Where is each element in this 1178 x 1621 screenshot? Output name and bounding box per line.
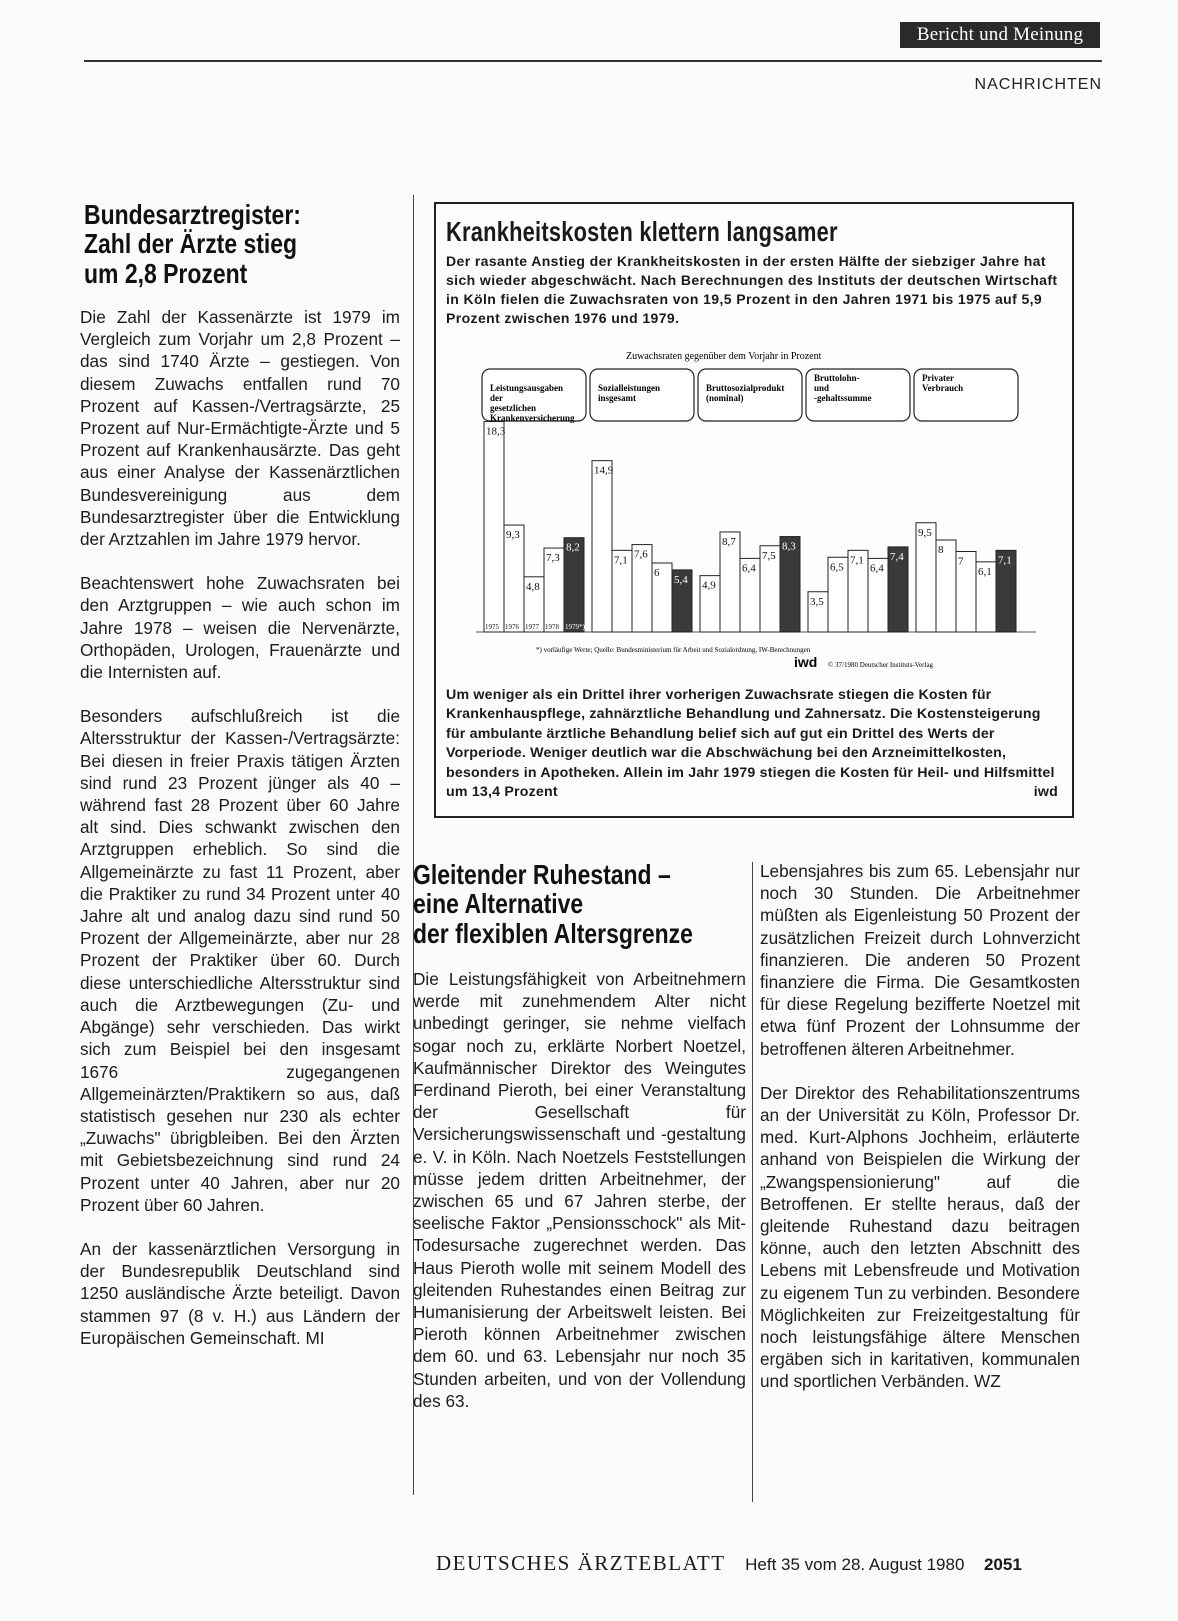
chart-footnote: *) vorläufige Werte; Quelle: Bundesministerium für Arbeit und Sozialordnung, IW-Berechnungen	[536, 646, 811, 654]
chart-year-label: 1975	[485, 623, 499, 631]
chart-legend-label: und	[814, 383, 830, 393]
paragraph: Die Leistungsfähigkeit von Arbeitnehmern werde mit zunehmendem Alter nicht unbedingt geringer, sie nehme vielfach sogar noch zu, erklärte Norbert Noetzel, Kaufmännischer Direktor des Weingutes Ferdinand Pieroth, bei einer Veranstaltung der Gesellschaft für Versicherungswissenschaft und -gestaltung e. V. in Köln. Nach Noetzels Feststellungen müsse jedem dritten Arbeitnehmer, der zwischen 65 und 67 Jahren sterbe, der seelische Faktor „Pensionsschock" als Mit-Todesursache zugerechnet werden. Das Haus Pieroth wolle mit seinem Modell des gleitenden Ruhestandes einen Beitrag zur Humanisierung der Arbeitswelt leisten. Bei Pieroth können Arbeitnehmer zwischen dem 60. und 63. Lebensjahr nur noch 35 Stunden arbeiten, und von der Vollendung des 63.	[413, 969, 746, 1411]
chart-value-label: 6	[654, 567, 660, 579]
article2-body-right	[760, 860, 1080, 1415]
chart-year-label: 1977	[525, 623, 539, 631]
chart-value-label: 6,5	[830, 561, 844, 574]
paragraph: Beachtenswert hohe Zuwachsraten bei den Arztgruppen – wie auch schon im Jahre 1978 – weisen die Nervenärzte, Orthopäden, Urologen, Frauenärzte und die Internisten auf.	[80, 573, 400, 683]
header-rule	[84, 60, 1102, 62]
chart-value-label: 7,6	[634, 548, 648, 561]
chart-year-label: 1978	[545, 623, 559, 631]
chart-legend-label: Privater	[922, 373, 954, 383]
chart-legend-label: Verbrauch	[922, 383, 964, 393]
chart-copyright: © 37/1980 Deutscher Instituts-Verlag	[828, 661, 934, 669]
journal-name: DEUTSCHES ÄRZTEBLATT	[436, 1551, 726, 1575]
chart-value-label: 6,1	[978, 565, 992, 578]
infobox	[434, 202, 1074, 818]
chart-legend-label: Bruttosozialprodukt	[706, 383, 785, 393]
article1-title	[84, 200, 404, 288]
chart-bar	[504, 525, 524, 632]
chart-value-label: 4,9	[702, 579, 716, 592]
chart-value-label: 7,3	[546, 552, 560, 565]
paragraph: Lebensjahres bis zum 65. Lebensjahr nur noch 30 Stunden. Die Arbeitnehmer müßten als Eigenleistung 50 Prozent der zusätzlichen Freizeit durch Lohnverzicht finanzieren. Die anderen 50 Prozent finanziere die Firma. Die Gesamtkosten für diese Regelung bezifferte Noetzel mit etwa fünf Prozent der Lohnsumme der betroffenen älteren Arbeitnehmer.	[760, 861, 1080, 1059]
chart-value-label: 9,3	[506, 529, 520, 542]
section-badge: Bericht und Meinung	[900, 22, 1100, 48]
article1-body	[80, 306, 400, 1371]
article2-body-left	[413, 968, 746, 1434]
infobox-credit: iwd	[1033, 784, 1058, 801]
chart-bar	[484, 422, 504, 632]
chart-value-label: 8,7	[722, 535, 736, 548]
page-number: 2051	[983, 1555, 1022, 1574]
chart-legend-label: -gehaltssumme	[814, 393, 872, 403]
chart-bar	[592, 461, 612, 632]
article1-title-line: Bundesarztregister:	[84, 199, 301, 230]
article2-title-line: Gleitender Ruhestand –	[413, 859, 671, 890]
chart-year-label: 1976	[505, 623, 519, 631]
chart-value-label: 18,3	[486, 425, 506, 438]
growth-chart	[476, 347, 1036, 682]
chart-value-label: 7,1	[998, 554, 1012, 567]
chart-legend-label: Bruttolohn-	[814, 373, 860, 383]
article1-title-line: Zahl der Ärzte stieg	[84, 228, 298, 260]
chart-legend-label: insgesamt	[598, 393, 636, 403]
article2-title-line: eine Alternative	[413, 888, 584, 920]
chart-year-label: 1979*)	[565, 623, 585, 631]
paragraph: Die Zahl der Kassenärzte ist 1979 im Vergleich zum Vorjahr um 2,8 Prozent – das sind 1740 Ärzte – gestiegen. Von diesem Zuwachs entfallen rund 70 Prozent auf Kassen-/Vertragsärzte, 25 Prozent auf Nur-Ermächtigte-Ärzte und 5 Prozent auf Krankenhausärzte. Das geht aus einer Analyse der Kassenärztlichen Bundesvereinigung aus dem Bundesarztregister über die Entwicklung der Arztzahlen im Jahre 1979 hervor.	[80, 307, 400, 550]
chart-value-label: 7,1	[614, 554, 628, 567]
infobox-intro: Der rasante Anstieg der Krankheitskosten in der ersten Hälfte der siebziger Jahre hat sich wieder abgeschwächt. Nach Berechnungen des Instituts der deutschen Wirtschaft in Köln fielen die Zuwachsraten von 19,5 Prozent in den Jahren 1971 bis 1975 auf 5,9 Prozent zwischen 1976 und 1979.	[446, 253, 1058, 326]
column-rule	[752, 862, 753, 1502]
chart-value-label: 7	[958, 555, 964, 568]
infobox-title-text: Krankheitskosten klettern langsamer	[446, 216, 838, 247]
chart-value-label: 7,4	[890, 550, 904, 563]
chart-value-label: 8,2	[566, 541, 580, 554]
infobox-title	[446, 216, 948, 248]
chart-legend-label: Krankenversicherung	[490, 413, 575, 423]
page-footer	[436, 1551, 1116, 1576]
article2-title	[413, 860, 753, 948]
chart-legend-label: Leistungsausgaben	[490, 383, 564, 393]
chart-value-label: 8	[938, 544, 944, 556]
section-label: NACHRICHTEN	[974, 76, 1102, 93]
chart-value-label: 4,8	[526, 580, 540, 593]
chart-value-label: 9,5	[918, 526, 932, 539]
infobox-outro	[446, 686, 1058, 802]
chart-title: Zuwachsraten gegenüber dem Vorjahr in Prozent	[626, 351, 822, 362]
chart-value-label: 6,4	[870, 562, 884, 575]
issue-info: Heft 35 vom 28. August 1980	[745, 1555, 965, 1574]
chart-legend-label: Sozialleistungen	[598, 383, 661, 393]
article1-title-line: um 2,8 Prozent	[84, 257, 248, 289]
chart-value-label: 7,1	[850, 554, 864, 567]
chart-value-label: 7,5	[762, 549, 776, 562]
paragraph: Besonders aufschlußreich ist die Altersstruktur der Kassen-/Vertragsärzte: Bei diesen in freier Praxis tätigen Ärzten sind rund 23 Prozent jünger als 40 – während fast 28 Prozent über 60 Jahre alt sind. Dies schwankt zwischen den Arztgruppen erheblich. So sind die Allgemeinärzte zu fast 11 Prozent, aber die Praktiker zu rund 34 Prozent unter 40 Jahre alt und analog dazu sind rund 50 Prozent der Allgemeinärzte, aber nur 28 Prozent der Praktiker über 60. Durch diese unterschiedliche Altersstruktur sind auch die Arztbewegungen (Zu- und Abgänge) sehr verschieden. Das wirkt sich zum Beispiel bei den insgesamt 1676 zugegangenen Allgemeinärzten/Praktikern so aus, daß statistisch gesehen nur 230 als echter „Zuwachs" übrigbleiben. Bei den Ärzten mit Gebietsbezeichnung sind rund 24 Prozent unter 40 Jahren, aber nur 20 Prozent über 60 Jahren.	[80, 706, 400, 1215]
article2-title-line: der flexiblen Altersgrenze	[413, 917, 693, 949]
chart-logo: iwd	[794, 654, 818, 670]
chart-legend-label: gesetzlichen	[490, 403, 536, 413]
chart-bar	[916, 523, 936, 632]
chart-value-label: 8,3	[782, 540, 796, 553]
chart-value-label: 3,5	[810, 595, 824, 608]
chart-legend-label: der	[490, 393, 503, 403]
chart-legend-label: (nominal)	[706, 393, 744, 403]
paragraph: Der Direktor des Rehabilitationszentrums an der Universität zu Köln, Professor Dr. med. Kurt-Alphons Jochheim, erläuterte anhand von Beispielen die Wirkung der „Zwangspensionierung" auf die Betroffenen. Er stellte heraus, daß der gleitende Ruhestand dazu beitragen könne, auch den letzten Abschnitt des Lebens mit Lebensfreude und Motivation zu eigenem Tun zu verbinden. Besondere Möglichkeiten zur Freizeitgestaltung für noch leistungsfähige ältere Menschen ergäben sich in karitativen, kommunalen und sportlichen Verbänden. WZ	[760, 1082, 1080, 1392]
paragraph: An der kassenärztlichen Versorgung in der Bundesrepublik Deutschland sind 1250 ausländische Ärzte beteiligt. Davon stammen 97 (8 v. H.) aus Ländern der Europäischen Gemeinschaft. MI	[80, 1238, 400, 1348]
chart-value-label: 6,4	[742, 562, 756, 575]
chart-value-label: 5,4	[674, 573, 688, 586]
infobox-outro-text: Um weniger als ein Drittel ihrer vorherigen Zuwachsrate stiegen die Kosten für Krankenhauspflege, zahnärztliche Behandlung und Zahnersatz. Die Kostensteigerung für ambulante ärztliche Behandlung belief sich auf gut ein Drittel des Werts der Vorperiode. Weniger deutlich war die Abschwächung bei den Arzneimittelkosten, besonders in Apotheken. Allein im Jahr 1979 stiegen die Kosten für Heil- und Hilfsmittel um 13,4 Prozent	[446, 687, 1055, 801]
chart-value-label: 14,9	[594, 464, 614, 477]
